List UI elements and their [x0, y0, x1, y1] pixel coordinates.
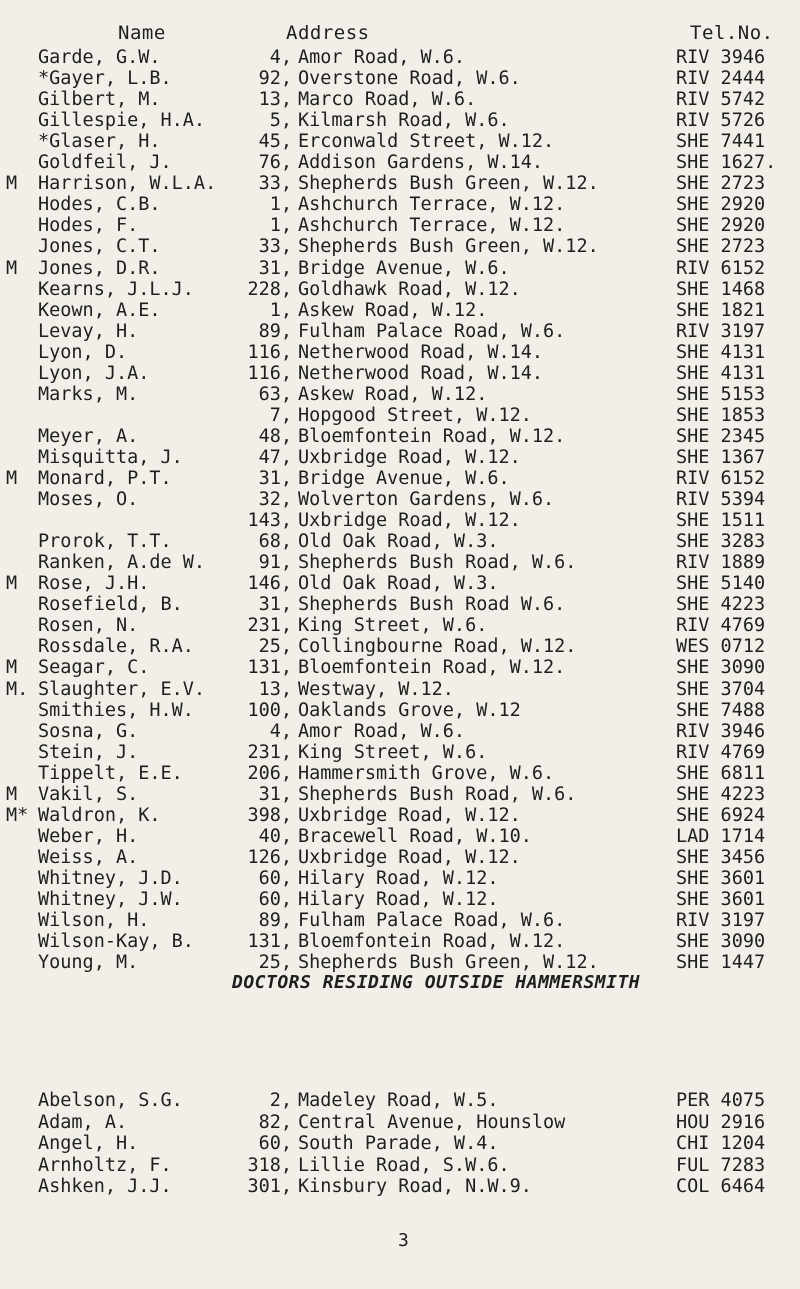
telephone-number: SHE 3601: [676, 889, 766, 910]
house-number: 7,: [269, 404, 292, 426]
street-address: Hilary Road, W.12.: [298, 889, 499, 910]
house-number: 100,: [247, 699, 292, 721]
doctor-name: Misquitta, J.: [38, 446, 183, 468]
street-address: Shepherds Bush Green, W.12.: [298, 236, 599, 258]
street-address: Shepherds Bush Green, W.12.: [298, 952, 599, 974]
doctor-name: Kearns, J.L.J.: [38, 278, 194, 300]
telephone-number: SHE 1447: [676, 952, 766, 974]
house-number: 126,: [247, 846, 292, 868]
telephone-number: LAD 1714: [676, 825, 766, 847]
doctor-name: Marks, M.: [38, 383, 139, 405]
house-number: 4,: [269, 720, 292, 742]
doctor-name: Lyon, J.A.: [38, 362, 150, 384]
street-address: Lillie Road, S.W.6.: [298, 1154, 510, 1176]
telephone-number: SHE 7441: [676, 131, 766, 153]
row-mark: M: [6, 257, 18, 279]
street-address: Amor Road, W.6.: [298, 720, 466, 742]
house-number: 131,: [247, 657, 292, 679]
doctor-name: Rossdale, R.A.: [38, 636, 194, 658]
doctor-name: Goldfeil, J.: [38, 152, 172, 174]
section-title: DOCTORS RESIDING OUTSIDE HAMMERSMITH: [232, 972, 641, 993]
house-number: 33,: [258, 236, 292, 258]
name-column-header: Name: [118, 22, 166, 44]
street-address: Old Oak Road, W.3.: [298, 531, 499, 553]
street-address: Bridge Avenue, W.6.: [298, 257, 510, 279]
street-address: South Parade, W.4.: [298, 1133, 499, 1154]
telephone-number: SHE 3283: [676, 531, 766, 553]
telephone-number: RIV 6152: [676, 468, 766, 489]
street-address: Uxbridge Road, W.12.: [298, 510, 521, 532]
doctor-name: Sosna, G.: [38, 720, 139, 742]
row-mark: M.: [6, 678, 29, 700]
telephone-number: HOU 2916: [676, 1111, 766, 1133]
doctor-name: Ranken, A.de W.: [38, 552, 206, 574]
street-address: Addison Gardens, W.14.: [298, 152, 544, 174]
house-number: 4,: [269, 47, 292, 68]
telephone-number: SHE 3456: [676, 846, 766, 868]
house-number: 31,: [258, 594, 292, 616]
telephone-number: SHE 1511: [676, 510, 766, 532]
telephone-number: RIV 3197: [676, 910, 766, 932]
street-address: Ashchurch Terrace, W.12.: [298, 194, 566, 216]
street-address: Uxbridge Road, W.12.: [298, 446, 521, 468]
telephone-number: RIV 4769: [676, 615, 766, 637]
doctor-name: Garde, G.W.: [38, 47, 161, 68]
telephone-number: SHE 7488: [676, 699, 766, 721]
house-number: 31,: [258, 257, 292, 279]
doctor-name: Wilson-Kay, B.: [38, 931, 194, 953]
house-number: 40,: [258, 825, 292, 847]
telephone-number: SHE 1821: [676, 299, 766, 321]
doctor-name: Arnholtz, F.: [38, 1154, 172, 1176]
address-column-header: Address: [286, 22, 370, 44]
street-address: Shepherds Bush Road, W.6.: [298, 783, 577, 805]
house-number: 116,: [247, 341, 292, 363]
house-number: 60,: [258, 867, 292, 889]
street-address: Central Avenue, Hounslow: [298, 1111, 566, 1133]
house-number: 231,: [247, 615, 292, 637]
telephone-number: SHE 3090: [676, 657, 766, 679]
telephone-number: RIV 4769: [676, 741, 766, 763]
doctor-name: *Gayer, L.B.: [38, 68, 172, 90]
house-number: 398,: [247, 804, 292, 826]
doctor-name: Abelson, S.G.: [38, 1090, 183, 1111]
house-number: 1,: [269, 299, 292, 321]
row-mark: M: [6, 573, 18, 595]
street-address: Bloemfontein Road, W.12.: [298, 931, 566, 953]
telephone-number: WES 0712: [676, 636, 766, 658]
telephone-number: SHE 4131: [676, 341, 766, 363]
street-address: Amor Road, W.6.: [298, 47, 466, 68]
doctor-name: *Glaser, H.: [38, 131, 161, 153]
telephone-number: FUL 7283: [676, 1154, 766, 1176]
house-number: 206,: [247, 762, 292, 784]
house-number: 91,: [258, 552, 292, 574]
telephone-number: RIV 2444: [676, 68, 766, 90]
doctor-name: Harrison, W.L.A.: [38, 173, 217, 195]
house-number: 31,: [258, 783, 292, 805]
telephone-number: SHE 1853: [676, 404, 766, 426]
street-address: Askew Road, W.12.: [298, 383, 488, 405]
house-number: 1,: [269, 194, 292, 216]
doctor-name: Wilson, H.: [38, 910, 150, 932]
telephone-number: SHE 1627.: [676, 152, 777, 174]
house-number: 13,: [258, 89, 292, 111]
tel-column-header: Tel.No.: [690, 22, 774, 44]
row-mark: M: [6, 173, 18, 195]
street-address: Old Oak Road, W.3.: [298, 573, 499, 595]
doctor-name: Gillespie, H.A.: [38, 110, 206, 132]
street-address: Fulham Palace Road, W.6.: [298, 320, 566, 342]
house-number: 47,: [258, 446, 292, 468]
telephone-number: SHE 1468: [676, 278, 766, 300]
house-number: 63,: [258, 383, 292, 405]
telephone-number: SHE 5140: [676, 573, 766, 595]
doctor-name: Jones, D.R.: [38, 257, 161, 279]
house-number: 2,: [269, 1090, 292, 1111]
street-address: Wolverton Gardens, W.6.: [298, 489, 555, 511]
street-address: Shepherds Bush Road W.6.: [298, 594, 566, 616]
telephone-number: RIV 1889: [676, 552, 766, 574]
street-address: Shepherds Bush Green, W.12.: [298, 173, 599, 195]
street-address: Madeley Road, W.5.: [298, 1090, 499, 1111]
house-number: 116,: [247, 362, 292, 384]
doctor-name: Ashken, J.J.: [38, 1176, 172, 1197]
telephone-number: SHE 3090: [676, 931, 766, 953]
street-address: Marco Road, W.6.: [298, 89, 477, 111]
row-mark: M: [6, 783, 18, 805]
street-address: Netherwood Road, W.14.: [298, 362, 544, 384]
telephone-number: SHE 2345: [676, 425, 766, 447]
street-address: Uxbridge Road, W.12.: [298, 804, 521, 826]
telephone-number: SHE 6811: [676, 762, 766, 784]
telephone-number: SHE 3601: [676, 867, 766, 889]
telephone-number: RIV 3946: [676, 47, 766, 68]
doctor-name: Slaughter, E.V.: [38, 678, 206, 700]
telephone-number: COL 6464: [676, 1176, 766, 1197]
telephone-number: RIV 6152: [676, 257, 766, 279]
doctor-name: Monard, P.T.: [38, 468, 172, 489]
street-address: Bloemfontein Road, W.12.: [298, 425, 566, 447]
house-number: 31,: [258, 468, 292, 489]
house-number: 82,: [258, 1111, 292, 1133]
house-number: 89,: [258, 910, 292, 932]
doctor-name: Waldron, K.: [38, 804, 161, 826]
doctor-name: Weiss, A.: [38, 846, 139, 868]
telephone-number: PER 4075: [676, 1090, 766, 1111]
house-number: 33,: [258, 173, 292, 195]
telephone-number: CHI 1204: [676, 1133, 766, 1154]
doctor-name: Tippelt, E.E.: [38, 762, 183, 784]
house-number: 60,: [258, 889, 292, 910]
house-number: 68,: [258, 531, 292, 553]
row-mark: M: [6, 468, 18, 489]
doctor-name: Angel, H.: [38, 1133, 139, 1154]
doctor-name: Hodes, C.B.: [38, 194, 161, 216]
street-address: Shepherds Bush Road, W.6.: [298, 552, 577, 574]
house-number: 25,: [258, 636, 292, 658]
house-number: 13,: [258, 678, 292, 700]
telephone-number: SHE 2920: [676, 194, 766, 216]
house-number: 89,: [258, 320, 292, 342]
doctor-name: Keown, A.E.: [38, 299, 161, 321]
street-address: Bracewell Road, W.10.: [298, 825, 532, 847]
telephone-number: SHE 2723: [676, 173, 766, 195]
telephone-number: SHE 6924: [676, 804, 766, 826]
doctor-name: Gilbert, M.: [38, 89, 161, 111]
doctor-name: Hodes, F.: [38, 215, 139, 237]
doctor-name: Meyer, A.: [38, 425, 139, 447]
street-address: Kinsbury Road, N.W.9.: [298, 1176, 532, 1197]
doctor-name: Rosen, N.: [38, 615, 139, 637]
house-number: 231,: [247, 741, 292, 763]
street-address: Hopgood Street, W.12.: [298, 404, 532, 426]
doctor-name: Jones, C.T.: [38, 236, 161, 258]
street-address: Hammersmith Grove, W.6.: [298, 762, 555, 784]
house-number: 228,: [247, 278, 292, 300]
doctor-name: Lyon, D.: [38, 341, 128, 363]
street-address: Bloemfontein Road, W.12.: [298, 657, 566, 679]
house-number: 143,: [247, 510, 292, 532]
street-address: Bridge Avenue, W.6.: [298, 468, 510, 489]
house-number: 25,: [258, 952, 292, 974]
telephone-number: SHE 4223: [676, 594, 766, 616]
street-address: Westway, W.12.: [298, 678, 454, 700]
street-address: Erconwald Street, W.12.: [298, 131, 555, 153]
row-mark: M: [6, 657, 18, 679]
telephone-number: RIV 3197: [676, 320, 766, 342]
street-address: Collingbourne Road, W.12.: [298, 636, 577, 658]
telephone-number: SHE 2723: [676, 236, 766, 258]
telephone-number: SHE 2920: [676, 215, 766, 237]
doctor-name: Adam, A.: [38, 1111, 128, 1133]
telephone-number: SHE 3704: [676, 678, 766, 700]
street-address: Askew Road, W.12.: [298, 299, 488, 321]
house-number: 48,: [258, 425, 292, 447]
house-number: 146,: [247, 573, 292, 595]
doctor-name: Rosefield, B.: [38, 594, 183, 616]
directory-row: [0, 1176, 800, 1203]
doctor-name: Whitney, J.W.: [38, 889, 183, 910]
telephone-number: SHE 4223: [676, 783, 766, 805]
house-number: 1,: [269, 215, 292, 237]
doctor-name: Whitney, J.D.: [38, 867, 183, 889]
street-address: Kilmarsh Road, W.6.: [298, 110, 510, 132]
house-number: 5,: [269, 110, 292, 132]
street-address: King Street, W.6.: [298, 741, 488, 763]
street-address: Netherwood Road, W.14.: [298, 341, 544, 363]
house-number: 92,: [258, 68, 292, 90]
house-number: 318,: [247, 1154, 292, 1176]
street-address: Ashchurch Terrace, W.12.: [298, 215, 566, 237]
doctor-name: Moses, O.: [38, 489, 139, 511]
street-address: Uxbridge Road, W.12.: [298, 846, 521, 868]
page-number: 3: [398, 1230, 409, 1251]
house-number: 32,: [258, 489, 292, 511]
telephone-number: RIV 3946: [676, 720, 766, 742]
doctor-name: Stein, J.: [38, 741, 139, 763]
telephone-number: RIV 5726: [676, 110, 766, 132]
telephone-number: SHE 4131: [676, 362, 766, 384]
street-address: Goldhawk Road, W.12.: [298, 278, 521, 300]
doctor-name: Weber, H.: [38, 825, 139, 847]
doctor-name: Vakil, S.: [38, 783, 139, 805]
house-number: 45,: [258, 131, 292, 153]
street-address: Hilary Road, W.12.: [298, 867, 499, 889]
house-number: 301,: [247, 1176, 292, 1197]
row-mark: M*: [6, 804, 29, 826]
house-number: 60,: [258, 1133, 292, 1154]
telephone-number: RIV 5742: [676, 89, 766, 111]
telephone-number: SHE 5153: [676, 383, 766, 405]
house-number: 131,: [247, 931, 292, 953]
street-address: Fulham Palace Road, W.6.: [298, 910, 566, 932]
street-address: King Street, W.6.: [298, 615, 488, 637]
doctor-name: Levay, H.: [38, 320, 139, 342]
doctor-name: Smithies, H.W.: [38, 699, 194, 721]
doctor-name: Young, M.: [38, 952, 139, 974]
street-address: Oaklands Grove, W.12: [298, 699, 521, 721]
doctor-name: Prorok, T.T.: [38, 531, 172, 553]
doctor-name: Rose, J.H.: [38, 573, 150, 595]
doctor-name: Seagar, C.: [38, 657, 150, 679]
house-number: 76,: [258, 152, 292, 174]
street-address: Overstone Road, W.6.: [298, 68, 521, 90]
telephone-number: RIV 5394: [676, 489, 766, 511]
telephone-number: SHE 1367: [676, 446, 766, 468]
